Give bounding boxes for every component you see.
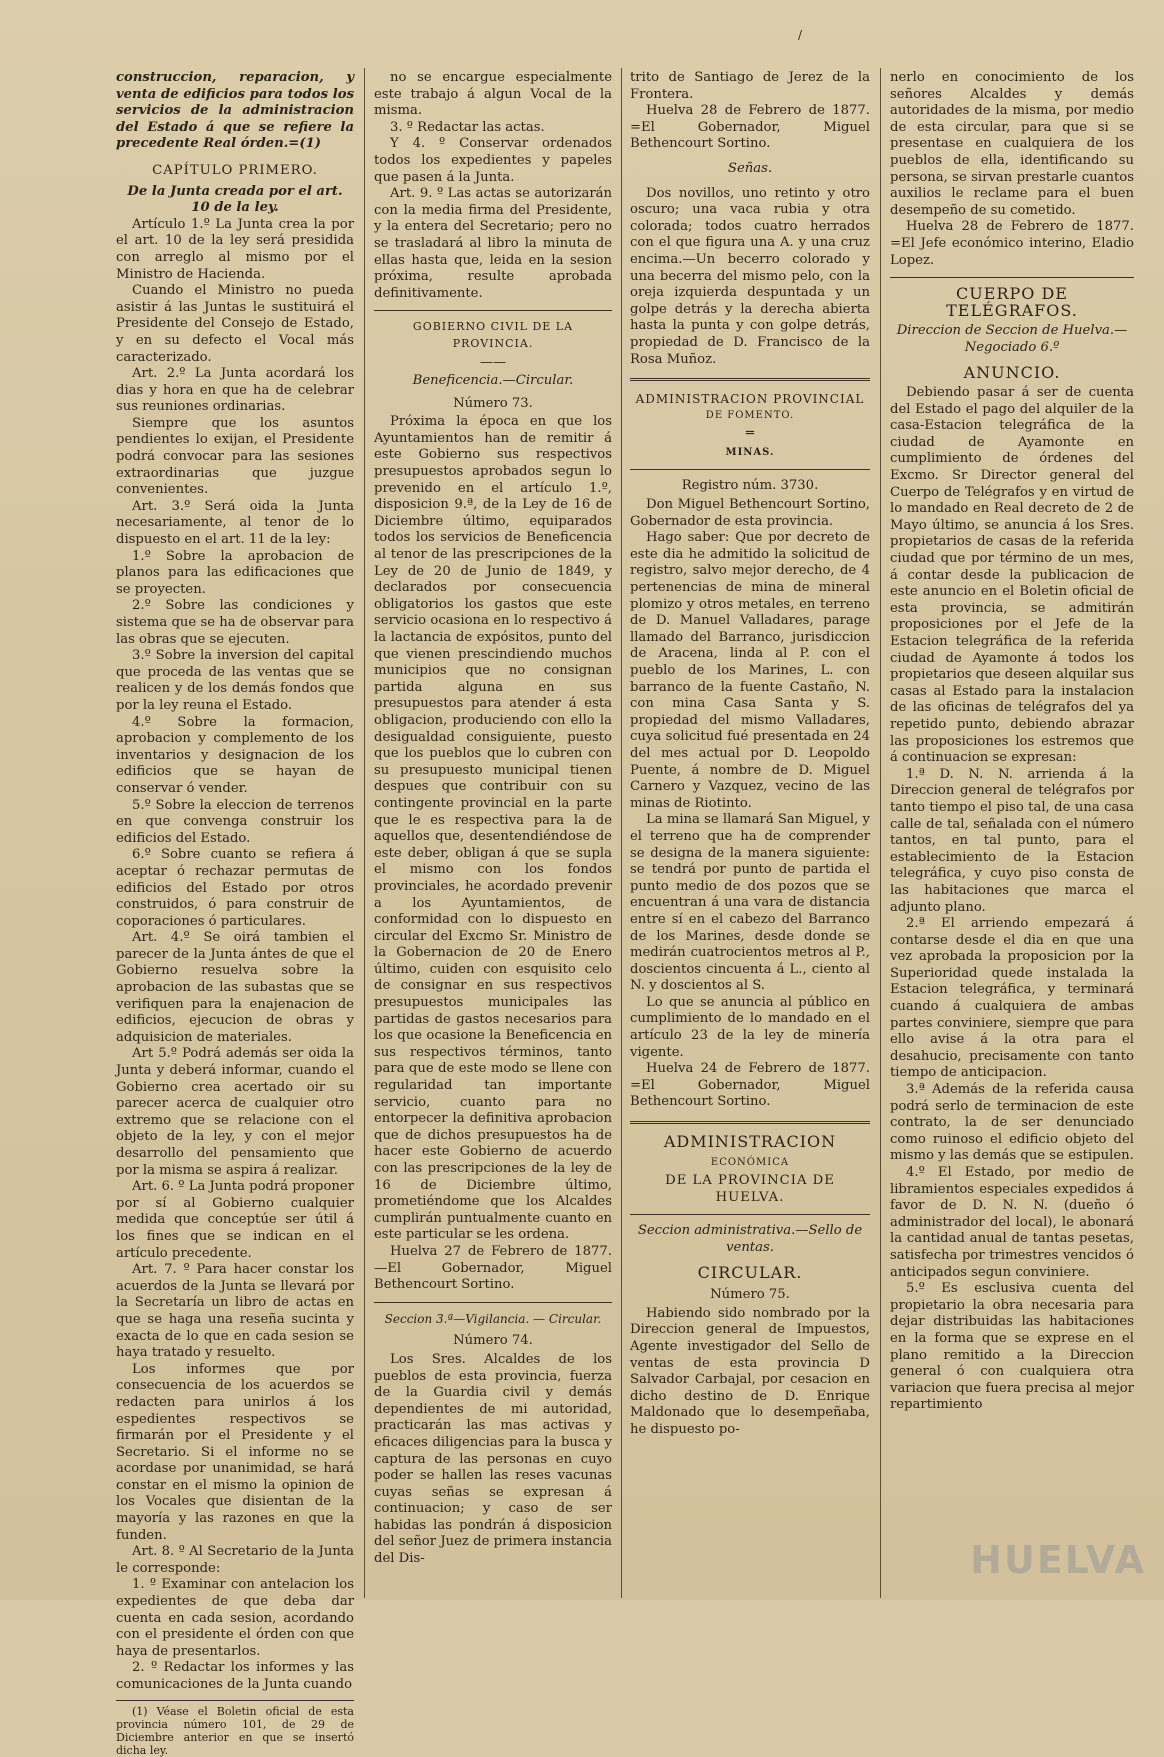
- admin2-subtitle: ECONÓMICA: [710, 1156, 790, 1168]
- paragraph: 5.º Sobre la eleccion de terrenos en que convenga construir los edificios del Estado.: [116, 797, 354, 846]
- admin-subtitle: DE FOMENTO.: [705, 409, 795, 421]
- signature: Huelva 24 de Febrero de 1877. =El Gobernador, Miguel Bethencourt Sortino.: [630, 1061, 870, 1110]
- anuncio-title: ANUNCIO.: [963, 362, 1061, 382]
- paragraph: Y 4. º Conservar ordenados todos los expedientes y papeles que pasen á la Junta.: [374, 136, 612, 185]
- admin-title: ADMINISTRACION PROVINCIAL: [635, 392, 865, 407]
- column-rule: [621, 68, 622, 1598]
- column-rule: [364, 68, 365, 1598]
- paragraph: La mina se llamará San Miguel, y el terreno que ha de comprender se designa de la manera siguiente: se tendrá por punto de partida el punto medio de dos pozos que se encuentran á una vara de distancia entre sí en el cabezo del Barranco de los Marines, desde donde se medirán cuatrocientos metros al P., doscientos cincuenta á L., ciento al N. y doscientos al S.: [630, 812, 870, 994]
- paragraph: 1.ª D. N. N. arrienda á la Direccion general de telégrafos por tanto tiempo el piso tal, de una casa calle de tal, señalada con el número tantos, en tal punto, para el establecimiento de la Estacion telegráfica, y cuyo piso consta de las habitaciones que marca el adjunto plano.: [890, 766, 1134, 915]
- paragraph: Art 5.º Podrá además ser oida la Junta y deberá informar, cuando el Gobierno crea acertado oir su parecer acerca de cualquier otro extremo que se relacione con el objeto de la ley, y con el mejor desarrollo del pensamiento que por la misma se aspira á realizar.: [116, 1046, 354, 1178]
- section-subtitle: Seccion administrativa.—Sello de ventas.: [637, 1223, 863, 1255]
- divider: ═: [746, 426, 754, 442]
- section-subtitle: Beneficencia.—Circular.: [412, 373, 574, 389]
- paragraph: 2.º Sobre las condiciones y sistema que se ha de observar para las obras que se ejecuten.: [116, 598, 354, 647]
- paragraph: 2. º Redactar los informes y las comunicaciones de la Junta cuando: [116, 1660, 354, 1692]
- signature: Huelva 28 de Febrero de 1877. =El Jefe económico interino, Eladio Lopez.: [890, 219, 1134, 268]
- senas-title: Señas.: [727, 160, 773, 176]
- chapter-subtitle: De la Junta creada por el art. 10 de la ley.: [127, 183, 343, 216]
- paragraph: Art. 9. º Las actas se autorizarán con la media firma del Presidente, y la entera del Secretario; pero no se trasladará al libro la minuta de ellas hasta que, leida en la sesion próxima, resulte aprobada definitivamente.: [374, 186, 612, 301]
- paragraph: Art. 8. º Al Secretario de la Junta le corresponde:: [116, 1544, 354, 1576]
- column-rule: [880, 68, 881, 1598]
- paragraph: Cuando el Ministro no pueda asistir á las Juntas le sustituirá el Presidente del Consejo de Estado, y en su defecto el Vocal más caracterizado.: [116, 283, 354, 365]
- column-1: [116, 70, 354, 1757]
- intro-text: construccion, reparacion, y venta de edificios para todos los servicios de la administracion del Estado á que se refiere la precedente Real órden.=(1): [116, 70, 354, 152]
- paragraph: 3. º Redactar las actas.: [390, 119, 545, 135]
- telegrafos-subtitle: Direccion de Seccion de Huelva.—Negociado 6.º: [896, 323, 1128, 355]
- admin2-title: ADMINISTRACION: [663, 1132, 837, 1152]
- circular-number: Número 75.: [710, 1287, 790, 1303]
- section-title: GOBIERNO CIVIL DE LA PROVINCIA.: [412, 320, 574, 350]
- paragraph: Art. 6. º La Junta podrá proponer por sí al Gobierno cualquier medida que conceptúe ser útil á los fines que se indican en el artículo precedente.: [116, 1179, 354, 1261]
- paragraph: 4.º El Estado, por medio de libramientos especiales expedidos á favor de D. N. N. (dueño ó administrador del local), le abonará la cantidad anual de tantas pesetas, satisfecha por trimestres vencidos ó anticipados segun conviniere.: [890, 1165, 1134, 1280]
- paragraph: 2.ª El arriendo empezará á contarse desde el dia en que una vez aprobada la proposicion por la Superioridad quede instalada la Estacion telegráfica, y terminará cuando á cualquiera de ambas partes conviniere, siempre que para ello avise á la otra para el desahucio, precisamente con tanto tiempo de anticipacion.: [890, 916, 1134, 1081]
- paragraph: no se encargue especialmente este trabajo á algun Vocal de la misma.: [374, 70, 612, 119]
- paragraph: nerlo en conocimiento de los señores Alcaldes y demás autoridades de la misma, por medio de esta circular, para que si se presentase en cualquiera de los pueblos de ella, identificando su persona, se sirvan prestarle cuantos auxilios le reclame para el buen desempeño de su cometido.: [890, 70, 1134, 218]
- paragraph: 3.º Sobre la inversion del capital que proceda de las ventas que se realicen y de los demás fondos que por la ley reuna el Estado.: [116, 648, 354, 713]
- paragraph: Lo que se anuncia al público en cumplimiento de lo mandado en el artículo 23 de la ley de minería vigente.: [630, 994, 870, 1060]
- column-3: [630, 70, 870, 1580]
- paragraph: Art. 4.º Se oirá tambien el parecer de la Junta ántes de que el Gobierno resuelva sobre la aprobacion de las subastas que se verifiquen para la enajenacion de edificios, ejecucion de obras y adquisicion de materiales.: [116, 930, 354, 1045]
- paragraph: Próxima la época en que los Ayuntamientos han de remitir á este Gobierno sus respectivos presupuestos aprobados segun lo prevenido en el artículo 1.º, disposicion 9.ª, de la Ley de 16 de Diciembre último, equiparados todos los servicios de Beneficencia al tenor de las prescripciones de la Ley de 20 de Junio de 1849, y declarados por consecuencia obligatorios los gastos que este servicio ocasiona en lo respectivo á la lactancia de expósitos, punto del que vienen prescindiendo muchos municipios que no consignan partida alguna en sus presupuestos para atender á esta obligacion, produciendo con ello la desigualdad consiguiente, puesto que los pueblos que lo cubren con su presupuesto municipal tienen despues que contribuir con su contingente provincial en la parte que le es respectiva para la de aquellos que, desentendiéndose de este deber, obligan á que se supla el mismo con los fondos provinciales, he acordado prevenir a los Ayuntamientos, de conformidad con lo dispuesto en circular del Excmo Sr. Ministro de la Gobernacion de 20 de Enero último, cuiden con esquisito celo de consignar en sus respectivos presupuestos municipales las partidas de gastos necesarios para los que ocasione la Beneficencia en sus respectivos términos, tanto para que de este modo se llene con regularidad tan importante servicio, cuanto para no entorpecer la definitiva aprobacion que de dichos presupuestos ha de hacer este Gobierno de acuerdo con las prescripciones de la ley de 16 de Diciembre último, prometiéndome que los Alcaldes cumplirán puntualmente cuanto en este particular se les ordena.: [374, 414, 612, 1243]
- paragraph: 6.º Sobre cuanto se refiera á aceptar ó rechazar permutas de edificios del Estado por otros construidos, ó para construir de coporaciones ó particulares.: [116, 847, 354, 929]
- paragraph: 1. º Examinar con antelacion los expedientes de que deba dar cuenta en cada sesion, acordando con el presidente el órden con que haya de presentarlos.: [116, 1577, 354, 1659]
- header-mark: /: [798, 28, 803, 42]
- minas-title: MINAS.: [725, 446, 775, 458]
- divider: [890, 277, 1134, 278]
- signature: Huelva 28 de Febrero de 1877. =El Gobernador, Miguel Bethencourt Sortino.: [630, 103, 870, 152]
- paragraph: Habiendo sido nombrado por la Direccion general de Impuestos, Agente investigador del Sello de ventas de esta provincia D Salvador Carbajal, por cesacion en dicho destino de D. Enrique Maldonado que lo desempeñaba, he dispuesto po-: [630, 1305, 870, 1437]
- divider: [374, 310, 612, 311]
- admin2-province: DE LA PROVINCIA DE HUELVA.: [665, 1173, 835, 1205]
- footnote: (1) Véase el Boletin oficial de esta provincia número 101, de 29 de Diciembre anterior en que se insertó dicha ley.: [116, 1700, 354, 1757]
- column-2: [374, 70, 612, 1580]
- paragraph: Hago saber: Que por decreto de este dia he admitido la solicitud de registro, salvo mejor derecho, de 4 pertenencias de mina de mineral plomizo y otros metales, en terreno de D. Manuel Valladares, parage llamado del Barranco, jurisdiccion de Aracena, linda al P. con el pueblo de los Marines, L. con barranco de la fuente Castaño, N. con mina Casa Santa y S. propiedad del mismo Valladares, cuya solicitud fué presentada en 24 del mes actual por D. Leopoldo Puente, á nombre de D. Miguel Carnero y Vazquez, vecino de las minas de Riotinto.: [630, 530, 870, 811]
- divider: [374, 1302, 612, 1303]
- column-4: [890, 70, 1134, 1590]
- circular-number: Número 74.: [453, 1333, 533, 1349]
- paragraph: 1.º Sobre la aprobacion de planos para las edificaciones que se proyecten.: [116, 548, 354, 597]
- paragraph: Artículo 1.º La Junta crea la por el art. 10 de la ley será presidida con arreglo al mismo por el Ministro de Hacienda.: [116, 216, 354, 282]
- section-title: Seccion 3.ª—Vigilancia. — Circular.: [384, 1311, 602, 1326]
- paragraph: 4.º Sobre la formacion, aprobacion y complemento de los inventarios y designacion de los edificios que se hayan de conservar ó vender.: [116, 714, 354, 796]
- paragraph: Art. 2.º La Junta acordará los dias y hora en que ha de celebrar sus reuniones ordinarias.: [116, 366, 354, 415]
- paragraph: Los Sres. Alcaldes de los pueblos de esta provincia, fuerza de la Guardia civil y demás dependientes de mi autoridad, practicarán las mas activas y eficaces diligencias para la busca y captura de las personas en cuyo poder se hallen las reses vacunas cuyas señas se expresan á continuacion; y caso de ser habidas las pondrán á disposicion del señor Juez de primera instancia del Dis-: [374, 1351, 612, 1567]
- divider: [630, 1214, 870, 1215]
- divider: ——: [479, 354, 507, 370]
- paragraph: Los informes que por consecuencia de los acuerdos se redacten para unirlos á los espedientes respectivos se firmarán por el Presidente y el Secretario. Si el informe no se acordase por unanimidad, se hará constar en el mismo la opinion de los Vocales que disientan de la mayoría y las razones en que la funden.: [116, 1361, 354, 1543]
- circular-number: Número 73.: [453, 395, 533, 411]
- paragraph: Art. 7. º Para hacer constar los acuerdos de la Junta se llevará por la Secretaría un libro de actas en que se haga una reseña sucinta y exacta de lo que en cada sesion se haya tratado y resuelto.: [116, 1262, 354, 1361]
- paragraph: 5.º Es esclusiva cuenta del propietario la obra necesaria para dejar distribuidas las habitaciones en la forma que se exprese en el plano remitido a la Direccion general ó con cualquiera otra variacion que fuera precisa al mejor repartimiento: [890, 1281, 1134, 1413]
- signature: Huelva 27 de Febrero de 1877. —El Gobernador, Miguel Bethencourt Sortino.: [374, 1243, 612, 1293]
- divider: [630, 378, 870, 381]
- circular-title: CIRCULAR.: [697, 1262, 803, 1282]
- paragraph: Debiendo pasar á ser de cuenta del Estado el pago del alquiler de la casa-Estacion telegráfica de la ciudad de Ayamonte en cumplimiento de órdenes del Excmo. Sr Director general del Cuerpo de Telégrafos y en virtud de lo mandado en Real decreto de 2 de Mayo último, se anuncia á los Sres. propietarios de casas de la referida ciudad que por término de un mes, á contar desde la publicacion de este anuncio en el Boletin oficial de esta provincia, se admitirán proposiciones por el Jefe de la Estacion telegráfica de la referida ciudad de Ayamonte á todos los propietarios que deseen alquilar sus casas al Estado para la instalacion de las oficinas de telégrafos del ya repetido punto, debiendo abrazar las proposiciones los estremos que á continuacion se expresan:: [890, 385, 1134, 766]
- divider: [630, 1121, 870, 1124]
- telegrafos-title: CUERPO DE TELÉGRAFOS.: [946, 284, 1078, 320]
- paragraph: Dos novillos, uno retinto y otro oscuro; una vaca rubia y otra colorada; todos cuatro herrados con el que figura una A. y una cruz encima.—Un becerro colorado y una becerra del mismo pelo, con la oreja izquierda despuntada y un golpe detrás y la derecha abierta hasta la punta y con golpe detrás, propiedad de D. Francisco de la Rosa Muñoz.: [630, 185, 870, 367]
- paragraph: Don Miguel Bethencourt Sortino, Gobernador de esta provincia.: [630, 497, 870, 529]
- paragraph: Siempre que los asuntos pendientes lo exijan, el Presidente podrá convocar para las sesiones extraordinarias que juzgue convenientes.: [116, 415, 354, 498]
- paragraph: 3.ª Además de la referida causa podrá serlo de terminacion de este contrato, la de ser denunciado como ruinoso el edificio objeto del mismo y las demás que se estipulen.: [890, 1082, 1134, 1164]
- watermark: HUELVA: [970, 1538, 1146, 1582]
- registro-number: Registro núm. 3730.: [681, 478, 819, 494]
- chapter-title: CAPÍTULO PRIMERO.: [152, 162, 318, 178]
- paragraph: Art. 3.º Será oida la Junta necesariamente, al tenor de lo dispuesto en el art. 11 de la ley:: [116, 498, 354, 548]
- divider: [630, 469, 870, 470]
- paragraph: trito de Santiago de Jerez de la Frontera.: [630, 70, 870, 102]
